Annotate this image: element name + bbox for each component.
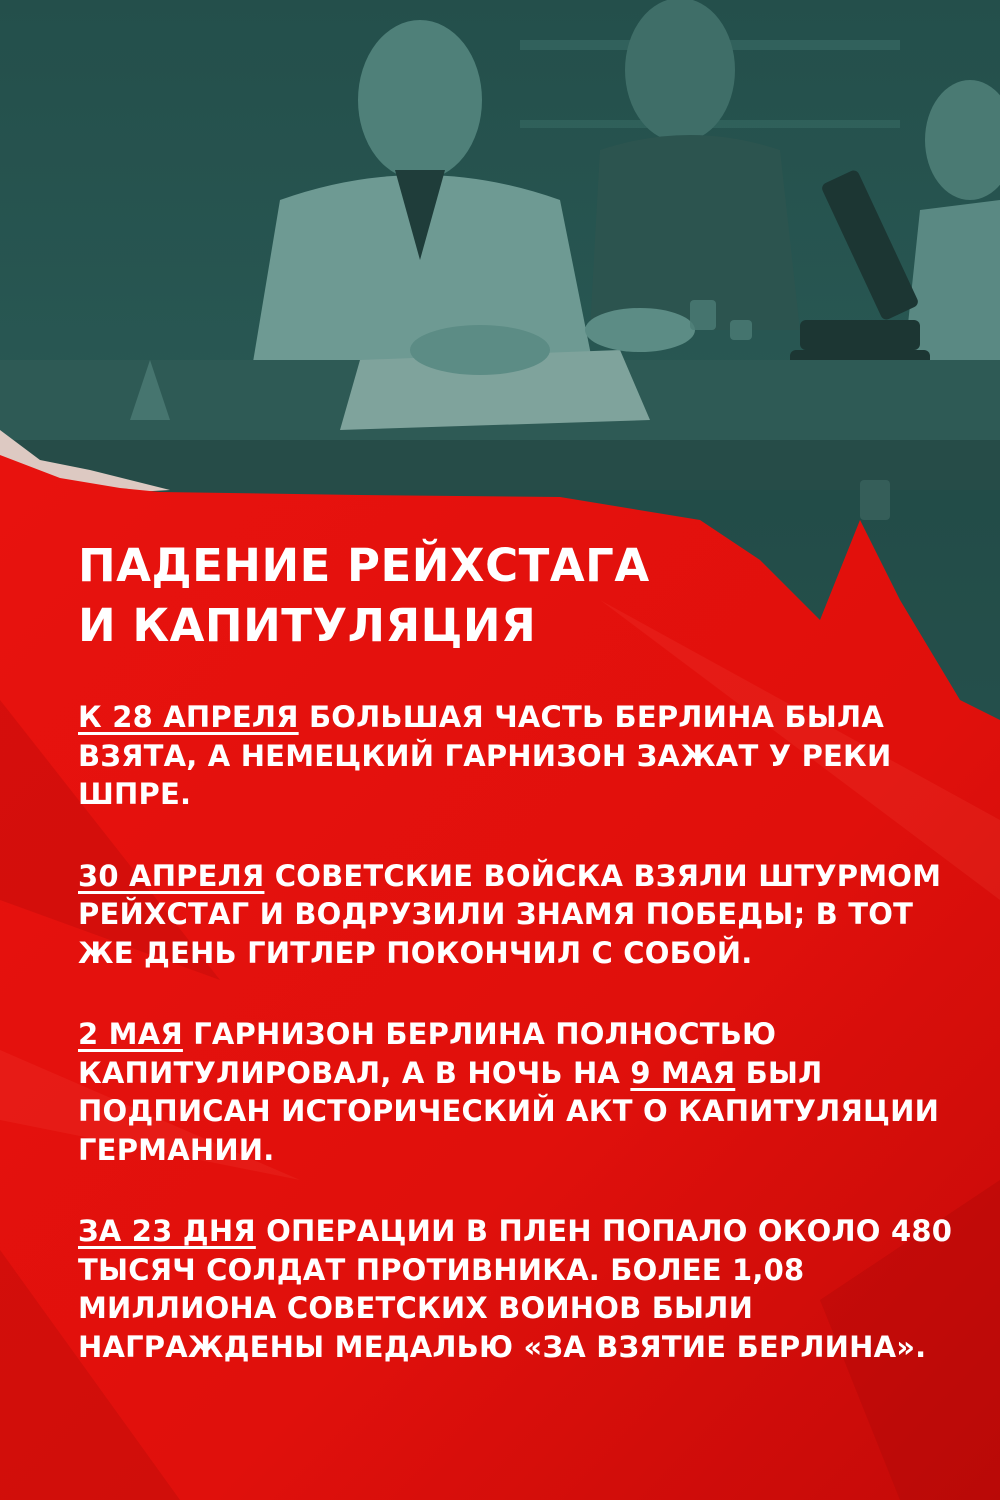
title-line-1: ПАДЕНИЕ РЕЙХСТАГА — [78, 539, 650, 592]
date-highlight: 30 АПРЕЛЯ — [78, 858, 265, 893]
paragraph-text-2: БЫЛ ПОДПИСАН ИСТОРИЧЕСКИЙ АКТ О КАПИТУЛЯЦИИ ГЕРМАНИИ. — [78, 1055, 940, 1167]
paragraph-may-2 — [78, 1015, 958, 1169]
paragraph-april-28 — [78, 698, 958, 814]
title-line-2: И КАПИТУЛЯЦИЯ — [78, 599, 537, 652]
date-highlight-2: 9 МАЯ — [630, 1055, 736, 1090]
paragraph-april-30 — [78, 857, 958, 973]
date-highlight: К 28 АПРЕЛЯ — [78, 700, 299, 734]
paragraph-23-days — [78, 1212, 958, 1366]
page-title — [78, 536, 958, 656]
content-block — [78, 536, 958, 1409]
date-highlight: 2 МАЯ — [78, 1017, 183, 1051]
paragraph-text: СОВЕТСКИЕ ВОЙСКА ВЗЯЛИ ШТУРМОМ РЕЙХСТАГ И ВОДРУЗИЛИ ЗНАМЯ ПОБЕДЫ; В ТОТ ЖЕ ДЕНЬ ГИТЛЕР ПОКОНЧИЛ С СОБОЙ. — [78, 858, 942, 970]
date-highlight: ЗА 23 ДНЯ — [78, 1214, 256, 1248]
paragraph-text: ОПЕРАЦИИ В ПЛЕН ПОПАЛО ОКОЛО 480 ТЫСЯЧ СОЛДАТ ПРОТИВНИКА. БОЛЕЕ 1,08 МИЛЛИОНА СОВЕТСКИХ ВОИНОВ БЫЛИ НАГРАЖДЕНЫ МЕДАЛЬЮ «ЗА ВЗЯТИЕ БЕРЛИНА». — [78, 1214, 953, 1364]
paragraph-text: БОЛЬШАЯ ЧАСТЬ БЕРЛИНА БЫЛА ВЗЯТА, А НЕМЕЦКИЙ ГАРНИЗОН ЗАЖАТ У РЕКИ ШПРЕ. — [78, 700, 892, 811]
paragraph-text: ГАРНИЗОН БЕРЛИНА ПОЛНОСТЬЮ КАПИТУЛИРОВАЛ, А В НОЧЬ НА — [78, 1017, 777, 1090]
